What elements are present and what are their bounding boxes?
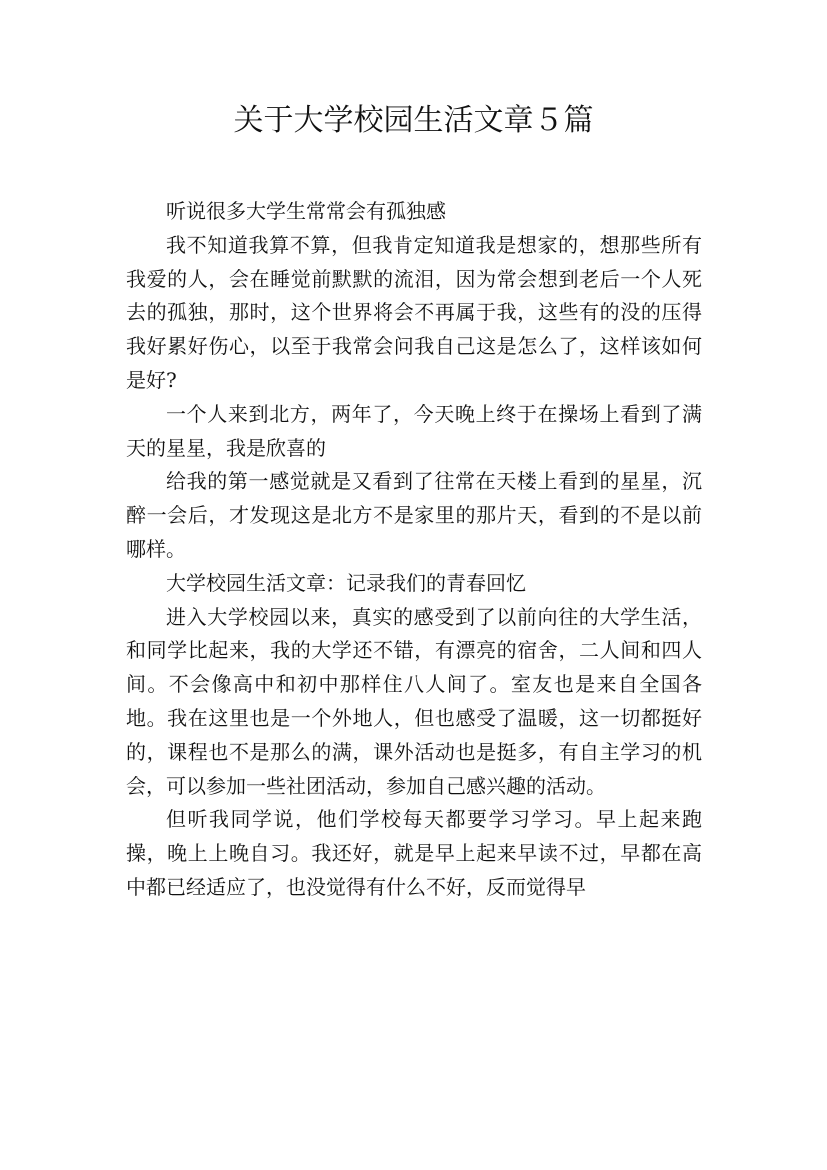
paragraph: 一个人来到北方，两年了，今天晚上终于在操场上看到了满天的星星，我是欣喜的: [126, 401, 702, 460]
paragraph: 大学校园生活文章：记录我们的青春回忆: [166, 570, 526, 595]
paragraph: 听说很多大学生常常会有孤独感: [166, 199, 446, 223]
paragraph: 我不知道我算不算，但我肯定知道我是想家的，想那些所有我爱的人，会在睡觉前默默的流泪，因为常会想到老后一个人死去的孤独，那时，这个世界将会不再属于我，这些有的没的压得我好累好伤心，以至于我常会问我自己这是怎么了，这样该如何是好?: [126, 232, 702, 392]
paragraph: 进入大学校园以来，真实的感受到了以前向往的大学生活，和同学比起来，我的大学还不错，有漂亮的宿舍，二人间和四人间。不会像高中和初中那样住八人间了。室友也是来自全国各地。我在这里也是一个外地人，但也感受了温暖，这一切都挺好的，课程也不是那么的满，课外活动也是挺多，有自主学习的机会，可以参加一些社团活动，参加自己感兴趣的活动。: [126, 604, 702, 798]
paragraph: 但听我同学说，他们学校每天都要学习学习。早上起来跑操，晚上上晚自习。我还好，就是早上起来早读不过，早都在高中都已经适应了，也没觉得有什么不好，反而觉得早: [126, 807, 702, 899]
document-body: [126, 195, 702, 905]
document-title: 关于大学校园生活文章５篇: [233, 103, 594, 138]
paragraph: 给我的第一感觉就是又看到了往常在天楼上看到的星星，沉醉一会后，才发现这是北方不是家里的那片天，看到的不是以前哪样。: [126, 469, 702, 561]
